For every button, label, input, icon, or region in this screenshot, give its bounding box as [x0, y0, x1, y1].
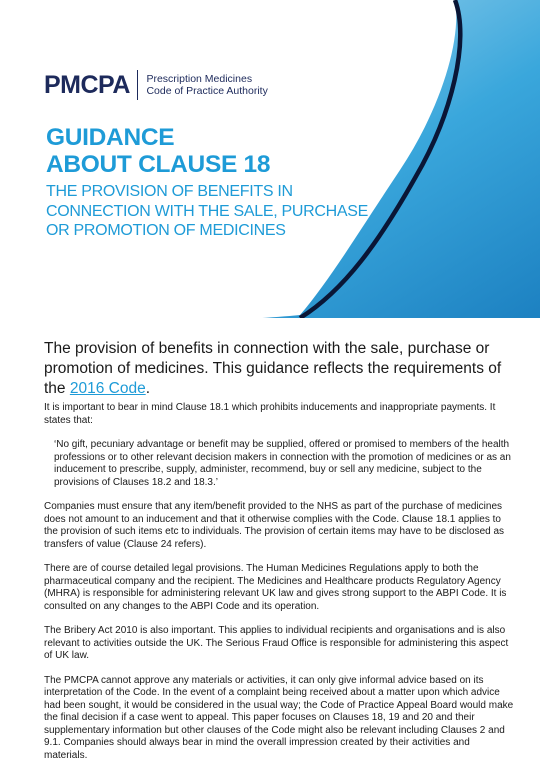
title-line-2: ABOUT CLAUSE 18 [46, 151, 271, 178]
logo-line-1: Prescription Medicines [146, 73, 253, 85]
body-paragraph-5: The PMCPA cannot approve any materials or activities, it can only give informal advice based on its interpretation of the Code. In the event of a complaint being received about a matter upon which advice had been sought, it would be considered in the usual way; the Code of Practice Appeal Board would make the final decision if a case went to appeal. This paper focuses on Clauses 18, 19 and 20 and their supplementary information but other clauses of the Code might also be relevant including Clauses 2 and 9.1. Companies should always bear in mind the overall impression created by their activities and materials. [44, 674, 514, 761]
logo-line-2: Code of Practice Authority [146, 85, 268, 97]
body-paragraph-2: Companies must ensure that any item/benefit provided to the NHS as part of the purchase of medicines does not amount to an inducement and that it otherwise complies with the Code. Clause 18.1 applies to the provision of such items etc to individuals. The provision of certain items may have to be disclosed as transfers of value (Clause 24 refers). [44, 501, 505, 550]
lead-paragraph [44, 339, 514, 399]
lead-end: . [145, 380, 151, 397]
title-line-1: GUIDANCE [46, 124, 175, 151]
subtitle-line-3: OR PROMOTION OF MEDICINES [46, 222, 286, 239]
page-title [46, 124, 270, 178]
logo-mark: PMCPA [44, 70, 130, 99]
body-paragraph-1: It is important to bear in mind Clause 18.1 which prohibits inducements and inappropriate payments. It states that: [44, 402, 496, 426]
page-subtitle [46, 182, 368, 241]
2016-code-link[interactable]: 2016 Code [69, 380, 146, 397]
body-paragraph-4: The Bribery Act 2010 is also important. This applies to individual recipients and organisations and is also relevant to activities outside the UK. The Serious Fraud Office is responsible for administering this aspect of UK law. [44, 625, 509, 661]
subtitle-line-2: CONNECTION WITH THE SALE, PURCHASE [46, 202, 368, 220]
logo-divider [137, 70, 139, 100]
clause-quote: ‘No gift, pecuniary advantage or benefit may be supplied, offered or promised to members of the health professions or to other relevant decision makers in connection with the promotion of medicines or as an inducement to prescribe, supply, administer, recommend, buy or sell any medicine, subject to the provisions of Clauses 18.2 and 18.3.’ [54, 439, 511, 488]
logo-full-name [146, 73, 267, 97]
pmcpa-logo [44, 70, 268, 100]
subtitle-line-1: THE PROVISION OF BENEFITS IN [46, 183, 293, 200]
body-text [44, 402, 514, 774]
lead-text: The provision of benefits in connection with the sale, purchase or promotion of medicines. This guidance reflects the requirements of the [44, 340, 502, 397]
body-paragraph-3: There are of course detailed legal provisions. The Human Medicines Regulations apply to both the pharmaceutical company and the recipient. The Medicines and Healthcare products Regulatory Agency (MHRA) is responsible for administering relevant UK law and gives strong support to the ABPI Code. It is consulted on any changes to the ABPI Code and its operation. [44, 563, 507, 612]
